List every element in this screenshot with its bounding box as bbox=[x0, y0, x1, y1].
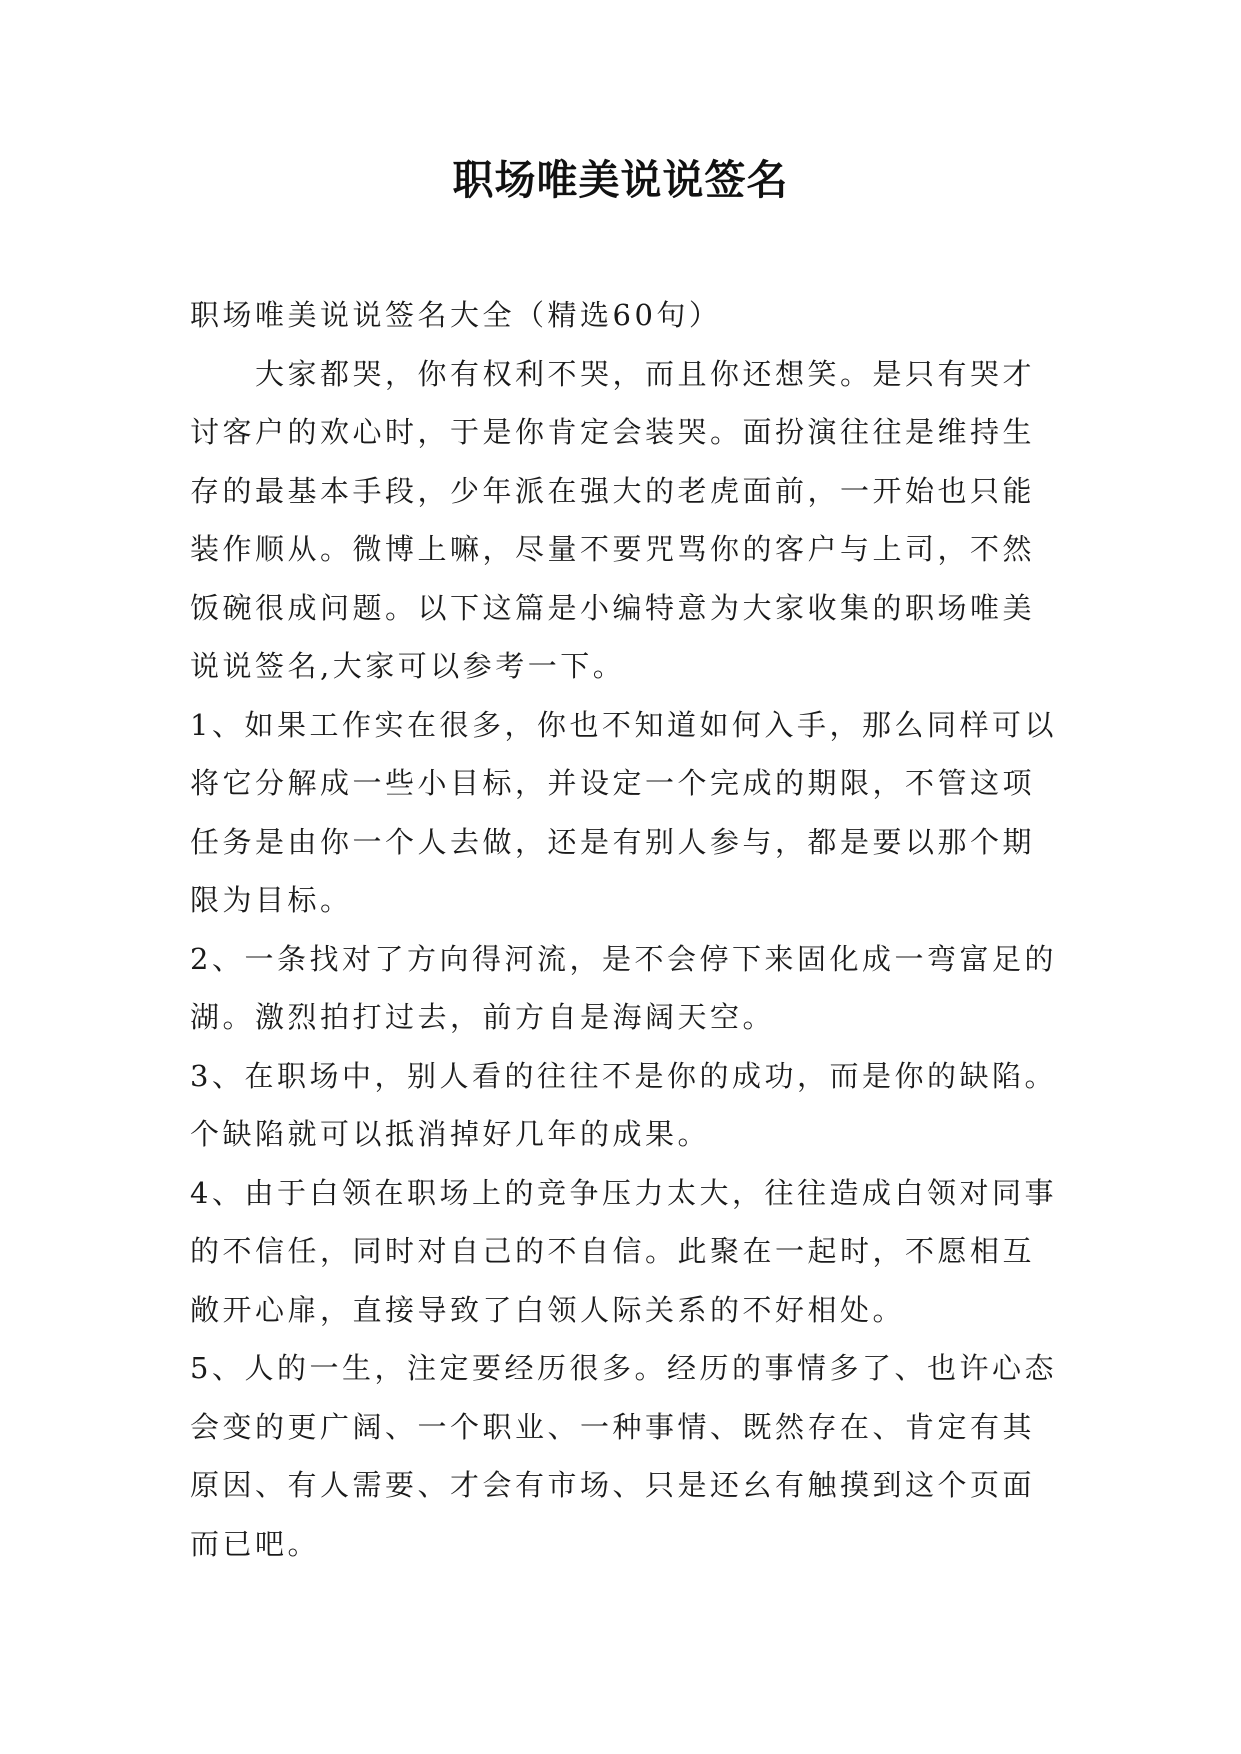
document-subtitle: 职场唯美说说签名大全（精选60句） bbox=[190, 298, 722, 332]
list-item: 3、在职场中，别人看的往往不是你的成功，而是你的缺陷。个缺陷就可以抵消掉好几年的成果。 bbox=[190, 1058, 1057, 1151]
list-item: 2、一条找对了方向得河流，是不会停下来固化成一弯富足的湖。激烈拍打过去，前方自是海阔天空。 bbox=[190, 941, 1057, 1034]
list-item: 5、人的一生，注定要经历很多。经历的事情多了、也许心态会变的更广阔、一个职业、一种事情、既然存在、肯定有其原因、有人需要、才会有市场、只是还幺有触摸到这个页面而已吧。 bbox=[190, 1351, 1057, 1561]
intro-paragraph: 大家都哭，你有权利不哭，而且你还想笑。是只有哭才讨客户的欢心时，于是你肯定会装哭。面扮演往往是维持生存的最基本手段，少年派在强大的老虎面前，一开始也只能装作顺从。微博上嘛，尽量不要咒骂你的客户与上司，不然饭碗很成问题。以下这篇是小编特意为大家收集的职场唯美说说签名,大家可以参考一下。 bbox=[190, 356, 1036, 683]
list-item: 1、如果工作实在很多，你也不知道如何入手，那么同样可以将它分解成一些小目标，并设定一个完成的期限，不管这项任务是由你一个人去做，还是有别人参与，都是要以那个期限为目标。 bbox=[190, 707, 1057, 917]
list-item: 4、由于白领在职场上的竞争压力太大，往往造成白领对同事的不信任，同时对自己的不自信。此聚在一起时，不愿相互敞开心扉，直接导致了白领人际关系的不好相处。 bbox=[190, 1175, 1057, 1327]
document-title: 职场唯美说说签名 bbox=[452, 156, 789, 204]
document-body bbox=[190, 286, 1060, 1573]
